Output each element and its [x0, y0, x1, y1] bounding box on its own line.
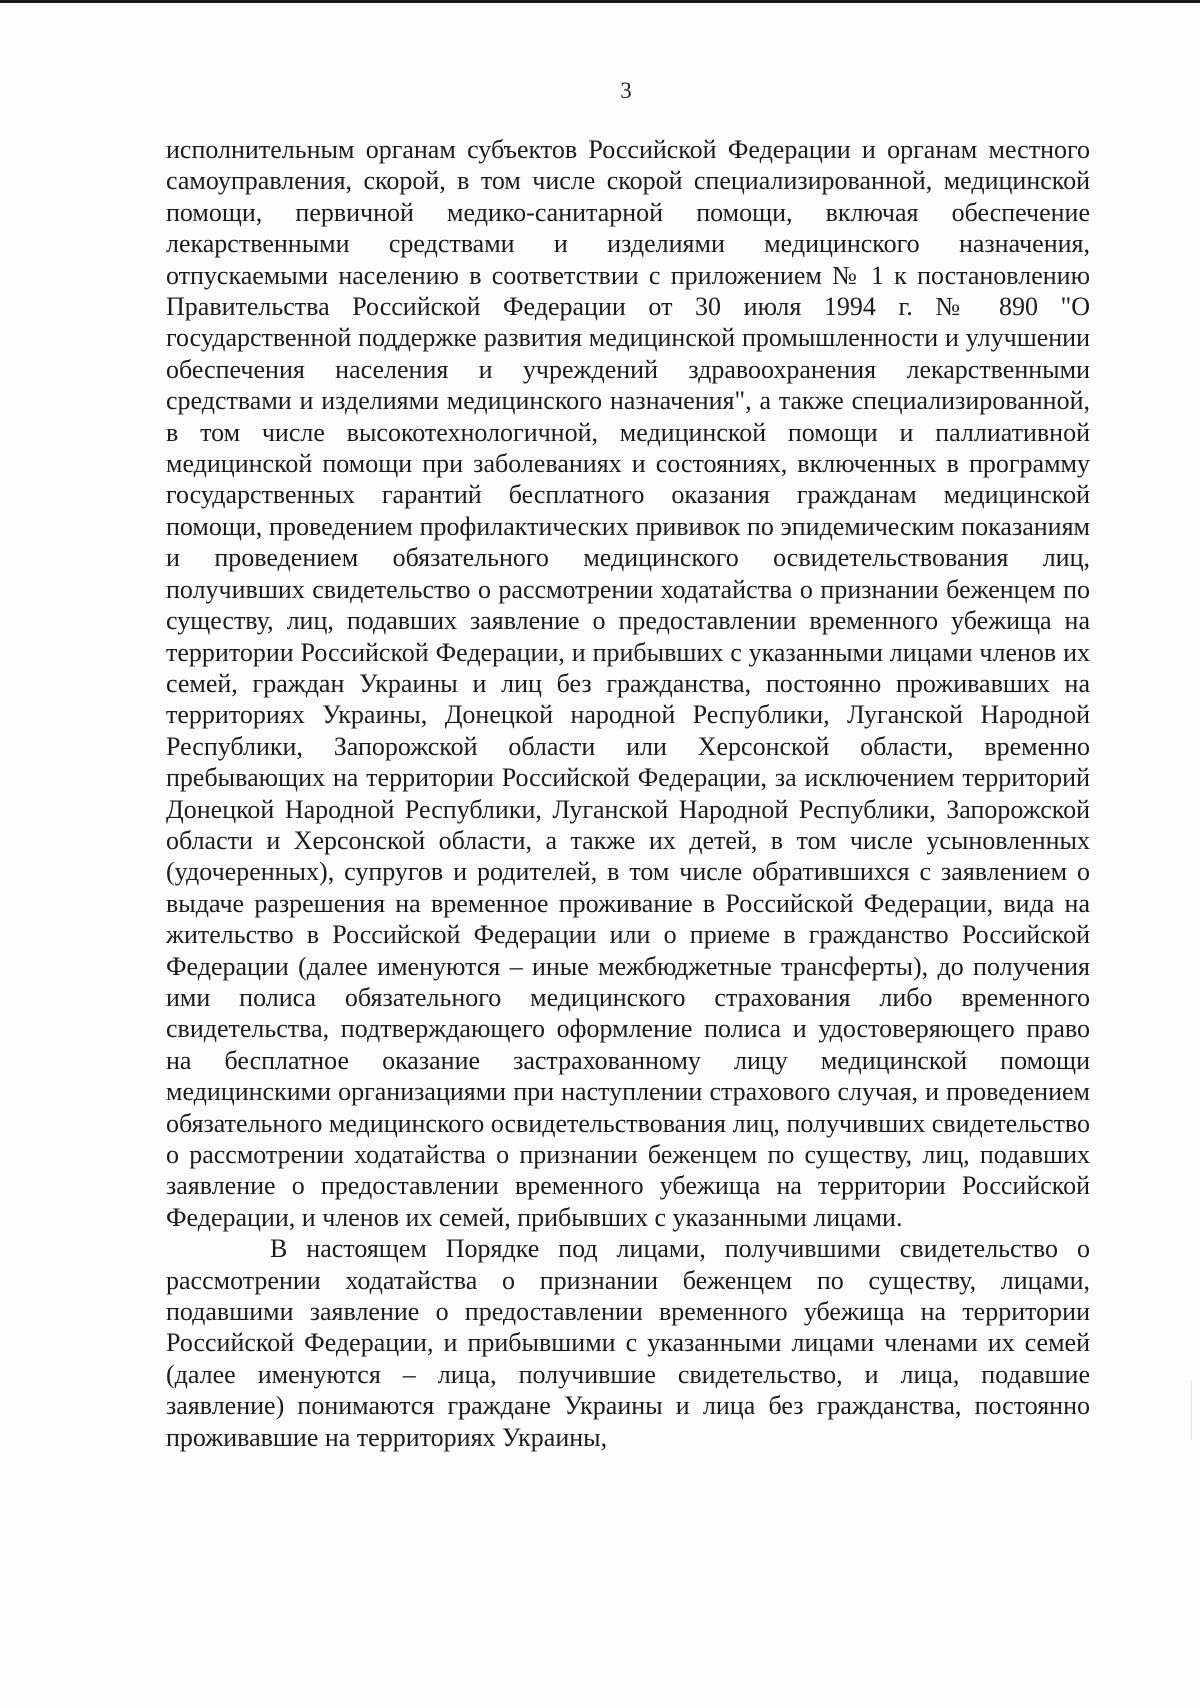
scan-margin-mark	[1191, 1380, 1192, 1440]
page-number: 3	[620, 78, 632, 103]
document-body	[166, 134, 1090, 1453]
paragraph-continuation: исполнительным органам субъектов Российской Федерации и органам местного самоуправления, скорой, в том числе скорой специализированной, медицинской помощи, первичной медико-санитарной помощи, включая обеспечение лекарственными средствами и изделиями медицинского назначения, отпускаемыми населению в соответствии с приложением № 1 к постановлению Правительства Российской Федерации от 30 июля 1994 г. № 890 "О государственной поддержке развития медицинской промышленности и улучшении обеспечения населения и учреждений здравоохранения лекарственными средствами и изделиями медицинского назначения", а также специализированной, в том числе высокотехнологичной, медицинской помощи и паллиативной медицинской помощи при заболеваниях и состояниях, включенных в программу государственных гарантий бесплатного оказания гражданам медицинской помощи, проведением профилактических прививок по эпидемическим показаниям и проведением обязательного медицинского освидетельствования лиц, получивших свидетельство о рассмотрении ходатайства о признании беженцем по существу, лиц, подавших заявление о предоставлении временного убежища на территории Российской Федерации, и прибывших с указанными лицами членов их семей, граждан Украины и лиц без гражданства, постоянно проживавших на территориях Украины, Донецкой народной Республики, Луганской Народной Республики, Запорожской области или Херсонской области, временно пребывающих на территории Российской Федерации, за исключением территорий Донецкой Народной Республики, Луганской Народной Республики, Запорожской области и Херсонской области, а также их детей, в том числе усыновленных (удочеренных), супругов и родителей, в том числе обратившихся с заявлением о выдаче разрешения на временное проживание в Российской Федерации, вида на жительство в Российской Федерации или о приеме в гражданство Российской Федерации (далее именуются – иные межбюджетные трансферты), до получения ими полиса обязательного медицинского страхования либо временного свидетельства, подтверждающего оформление полиса и удостоверяющего право на бесплатное оказание застрахованному лицу медицинской помощи медицинскими организациями при наступлении страхового случая, и проведением обязательного медицинского освидетельствования лиц, получивших свидетельство о рассмотрении ходатайства о признании беженцем по существу, лиц, подавших заявление о предоставлении временного убежища на территории Российской Федерации, и членов их семей, прибывших с указанными лицами.	[166, 135, 1090, 1232]
paragraph-definitions: В настоящем Порядке под лицами, получившими свидетельство о рассмотрении ходатайства о признании беженцем по существу, лицами, подавшими заявление о предоставлении временного убежища на территории Российской Федерации, и прибывшими с указанными лицами членами их семей (далее именуются – лица, получившие свидетельство, и лица, подавшие заявление) понимаются граждане Украины и лица без гражданства, постоянно проживавшие на территориях Украины,	[166, 1234, 1090, 1452]
scan-edge-line	[0, 0, 1200, 3]
